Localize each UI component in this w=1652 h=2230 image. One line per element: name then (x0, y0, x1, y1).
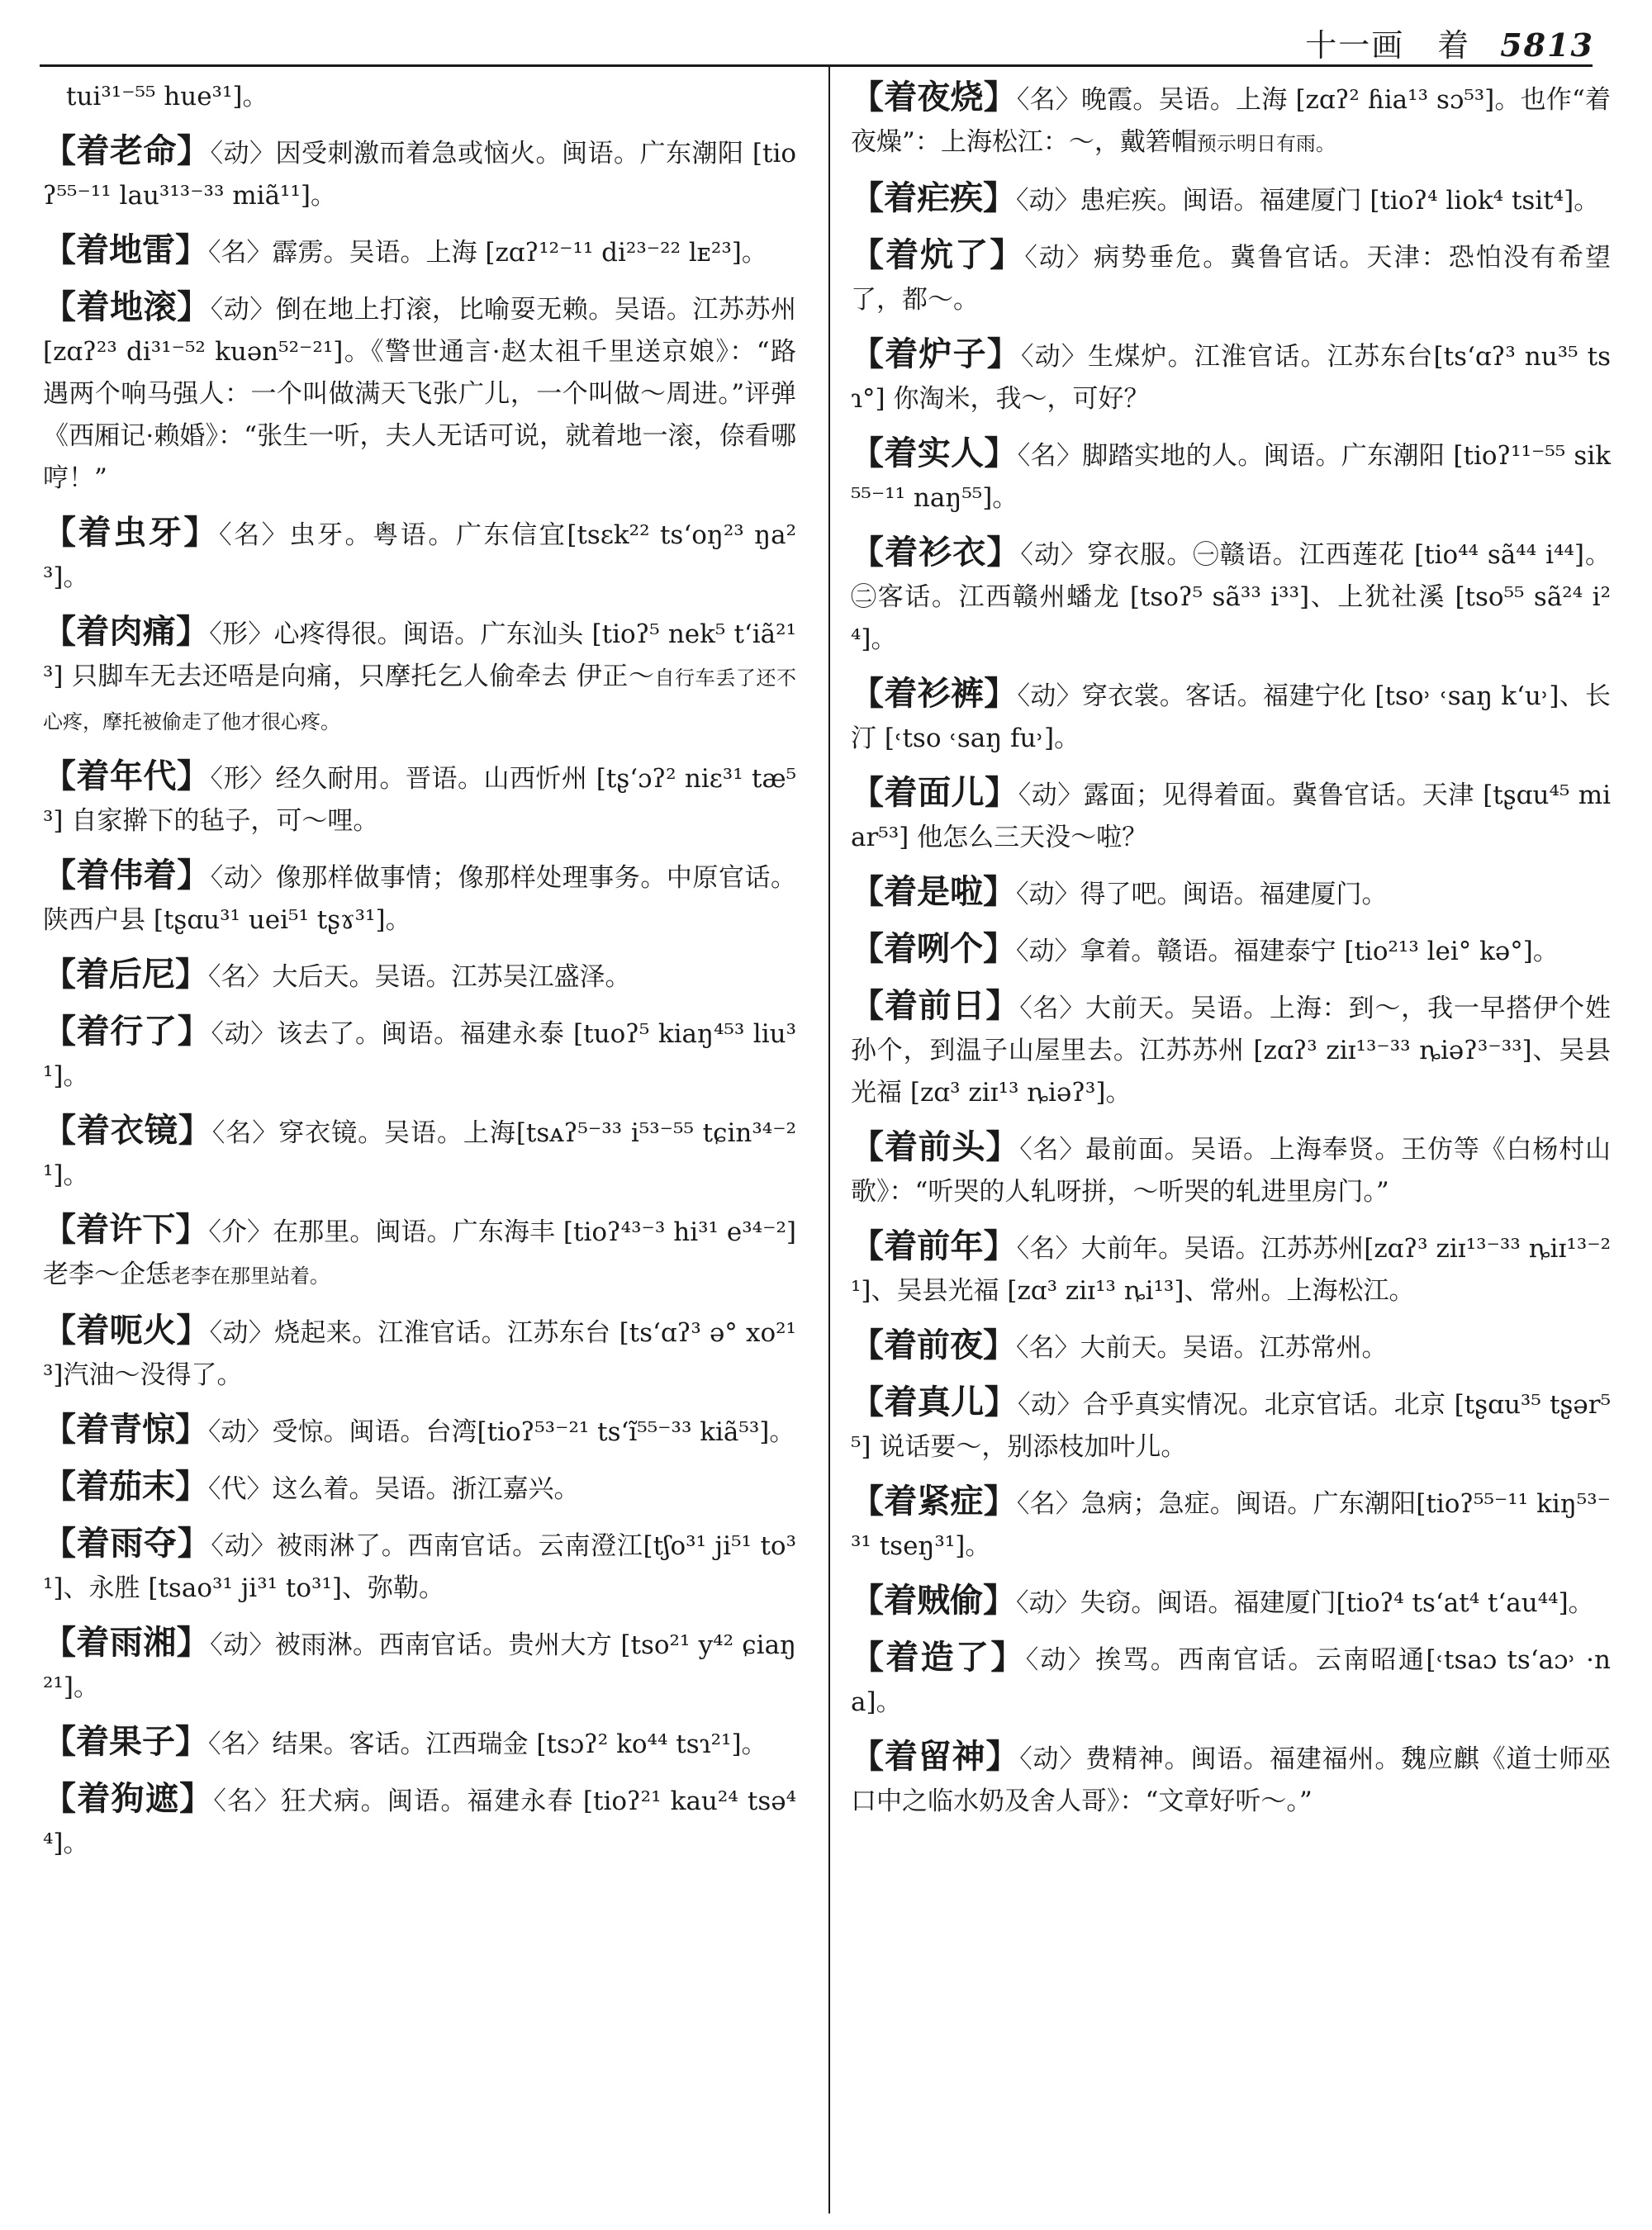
entry-definition: 〈动〉生煤炉。江淮官话。江苏东台[ts‘ɑʔ³ nu³⁵ tsɿ°] 你淘米，我～，可好？ (851, 342, 1612, 414)
entry-definition: 〈名〉大前天。吴语。江苏常州。 (1016, 1333, 1388, 1363)
entry-headword: 【着呃火】 (43, 1311, 210, 1350)
entry-definition: 〈动〉穿衣裳。客话。福建宁化 [tso˒ ˓saŋ k‘u˒]、长汀 [˓tso ˓saŋ fu˒]。 (851, 681, 1612, 753)
entry-gloss-note: 老李在那里站着。 (171, 1264, 330, 1288)
entry-headword: 【着地雷】 (43, 230, 208, 269)
entry-definition: 〈动〉失窃。闽语。福建厦门[tioʔ⁴ ts‘at⁴ t‘au⁴⁴]。 (1016, 1588, 1594, 1618)
dictionary-entry (43, 1208, 796, 1298)
dictionary-entry (43, 610, 796, 743)
dictionary-entry (43, 755, 796, 842)
entry-definition: 〈名〉大后天。吴语。江苏吴江盛泽。 (208, 962, 631, 992)
header-rule (40, 64, 1593, 67)
dictionary-entry (43, 130, 796, 217)
dictionary-entry (851, 333, 1611, 420)
dictionary-entry (851, 1324, 1611, 1369)
entry-headword: 【着夜烧】 (851, 78, 1017, 116)
dictionary-entry (43, 286, 796, 500)
page-number: 5813 (1500, 26, 1594, 64)
dictionary-entry (851, 871, 1611, 916)
entry-headword: 【着老命】 (43, 131, 211, 170)
dictionary-entry (851, 177, 1611, 222)
entry-definition: 〈动〉烧起来。江淮官话。江苏东台 [ts‘ɑʔ³ ə° xo²¹³]汽油～没得了。 (43, 1318, 796, 1390)
entry-definition: 〈名〉急病；急症。闽语。广东潮阳[tioʔ⁵⁵⁻¹¹ kiŋ⁵³⁻³¹ tseŋ³¹]。 (851, 1489, 1612, 1561)
entry-headword: 【着狗遮】 (43, 1779, 214, 1818)
entry-headword: 【着面儿】 (851, 773, 1018, 812)
entry-headword: 【着虫牙】 (43, 513, 220, 552)
entry-headword: 【着炉子】 (851, 334, 1021, 373)
entry-definition: 〈动〉得了吧。闽语。福建厦门。 (1016, 880, 1388, 909)
entry-headword: 【着行了】 (43, 1012, 211, 1051)
dictionary-entry (851, 1735, 1611, 1823)
dictionary-entry (43, 1408, 796, 1454)
entry-definition: 〈动〉受惊。闽语。台湾[tioʔ⁵³⁻²¹ ts‘ĩ⁵⁵⁻³³ kiã⁵³]。 (208, 1417, 795, 1447)
entry-definition: 〈名〉脚踏实地的人。闽语。广东潮阳 [tioʔ¹¹⁻⁵⁵ sik⁵⁵⁻¹¹ naŋ⁵⁵]。 (851, 441, 1612, 513)
entry-definition: tui³¹⁻⁵⁵ hue³¹]。 (66, 82, 268, 112)
entry-definition: 〈名〉狂犬病。闽语。福建永春 [tioʔ²¹ kau²⁴ tsə⁴⁴]。 (43, 1786, 797, 1858)
dictionary-entry (851, 1381, 1611, 1468)
entry-headword: 【着肉痛】 (43, 612, 210, 651)
entry-definition: 〈介〉在那里。闽语。广东海丰 [tioʔ⁴³⁻³ hi³¹ e³⁴⁻²]老李～企恁 (43, 1217, 796, 1289)
entry-headword: 【着贼偷】 (851, 1581, 1016, 1620)
entry-headword: 【着衫裤】 (851, 674, 1018, 713)
entry-definition: 〈动〉像那样做事情；像那样处理事务。中原官话。陕西户县 [tʂɑu³¹ uei⁵¹ tʂɤ³¹]。 (43, 863, 797, 935)
entry-headword: 【着真儿】 (851, 1383, 1018, 1421)
entry-definition: 〈动〉被雨淋了。西南官话。云南澄江[tʃo³¹ ji⁵¹ to³¹]、永胜 [tsao³¹ ji³¹ to³¹]、弥勒。 (43, 1531, 797, 1603)
entry-definition: 〈动〉病势垂危。冀鲁官话。天津：恐怕没有希望了，都～。 (851, 243, 1612, 315)
dictionary-entry (851, 985, 1611, 1114)
dictionary-entry (43, 953, 796, 999)
entry-headword: 【着后尼】 (43, 955, 208, 994)
entry-headword: 【着茄末】 (43, 1467, 208, 1506)
section-title: 十一画 着 (1305, 27, 1471, 64)
dictionary-entry (851, 771, 1611, 859)
column-divider (828, 66, 830, 2213)
entry-headword: 【着衣镜】 (43, 1111, 212, 1150)
entry-definition: 〈动〉露面；见得着面。冀鲁官话。天津 [tʂɑu⁴⁵ miar⁵³] 他怎么三天没～啦？ (851, 780, 1612, 852)
entry-definition: 〈动〉费精神。闽语。福建福州。魏应麒《道士师巫口中之临水奶及舍人哥》：“文章好听～。” (851, 1744, 1612, 1816)
entry-definition: 〈名〉结果。客话。江西瑞金 [tsɔʔ² ko⁴⁴ tsɿ²¹]。 (208, 1729, 767, 1759)
right-column (851, 76, 1611, 1834)
dictionary-entry (851, 1126, 1611, 1213)
entry-headword: 【着实人】 (851, 434, 1018, 472)
entry-headword: 【着咧个】 (851, 929, 1016, 968)
dictionary-entry (851, 1225, 1611, 1312)
entry-headword: 【着许下】 (43, 1210, 209, 1249)
dictionary-entry (43, 1109, 796, 1197)
entry-headword: 【着前日】 (851, 986, 1020, 1025)
entry-definition: 〈形〉经久耐用。晋语。山西忻州 [tʂ‘ɔʔ² niɛ³¹ tæ⁵³] 自家擀下的毡子，可～哩。 (43, 764, 797, 836)
entry-headword: 【着疟疾】 (851, 178, 1016, 217)
dictionary-entry (43, 1720, 796, 1766)
dictionary-entry (851, 928, 1611, 973)
entry-definition: 〈动〉该去了。闽语。福建永泰 [tuoʔ⁵ kiaŋ⁴⁵³ liu³¹]。 (43, 1019, 797, 1091)
entry-definition: 〈动〉因受刺激而着急或恼火。闽语。广东潮阳 [tioʔ⁵⁵⁻¹¹ lau³¹³⁻³³ miã¹¹]。 (43, 139, 797, 211)
entry-headword: 【着雨夺】 (43, 1524, 211, 1563)
entry-definition: 〈动〉穿衣服。㊀赣语。江西莲花 [tio⁴⁴ sã⁴⁴ i⁴⁴]。㊁客话。江西赣州蟠龙 [tsoʔ⁵ sã³³ i³³]、上犹社溪 [tso⁵⁵ sã²⁴ i²⁴]。 (851, 540, 1612, 654)
entry-definition: 〈动〉被雨淋。西南官话。贵州大方 [tso²¹ y⁴² ɕiaŋ²¹]。 (43, 1630, 797, 1702)
dictionary-entry (851, 531, 1611, 661)
entry-definition: 〈名〉晚霞。吴语。上海 [zɑʔ² ɦia¹³ sɔ⁵³]。也作“着夜燥”：上海松江：～，戴箬帽 (851, 85, 1612, 157)
dictionary-entry (43, 1309, 796, 1397)
dictionary-entry (43, 229, 796, 274)
entry-definition: 〈名〉虫牙。粤语。广东信宜[tsɛk²² ts‘oŋ²³ ŋa²³]。 (43, 520, 797, 592)
dictionary-entry (43, 854, 796, 942)
dictionary-entry (43, 511, 796, 599)
entry-headword: 【着地滚】 (43, 287, 211, 326)
entry-definition: 〈动〉倒在地上打滚，比喻耍无赖。吴语。江苏苏州 [zɑʔ²³ di³¹⁻⁵² kuən⁵²⁻²¹]。《警世通言·赵太祖千里送京娘》：“路遇两个响马强人：一个叫做满天飞张广儿，一个叫做～周进。”评弹《西厢记·赖婚》：“张生一听，夫人无话可说，就着地一滚，倷看哪哼！” (43, 295, 797, 493)
entry-headword: 【着紧症】 (851, 1482, 1017, 1521)
entry-headword: 【着前头】 (851, 1127, 1020, 1166)
entry-headword: 【着炕了】 (851, 235, 1025, 274)
entry-definition: 〈动〉挨骂。西南官话。云南昭通[˓tsaɔ ts‘aɔ˒ ·na]。 (851, 1645, 1611, 1717)
dictionary-entry (43, 1465, 796, 1511)
entry-headword: 【着前夜】 (851, 1326, 1016, 1364)
entry-headword: 【着留神】 (851, 1737, 1020, 1776)
dictionary-entry (851, 76, 1611, 165)
entry-headword: 【着雨湘】 (43, 1623, 211, 1662)
entry-definition: 〈形〉心疼得很。闽语。广东汕头 [tioʔ⁵ nek⁵ t‘iã²¹³] 只脚车无去还唔是向痛，只摩托乞人偷牵去 伊正～ (43, 619, 797, 691)
entry-definition: 〈动〉拿着。赣语。福建泰宁 [tio²¹³ lei° kə°]。 (1016, 937, 1559, 966)
entry-definition: 〈名〉大前年。吴语。江苏苏州[zɑʔ³ ziɪ¹³⁻³³ ȵiɪ¹³⁻²¹]、吴县光福 [zɑ³ ziɪ¹³ ȵi¹³]、常州。上海松江。 (851, 1234, 1612, 1306)
entry-headword: 【着果子】 (43, 1722, 208, 1761)
dictionary-entry (43, 1010, 796, 1098)
entry-headword: 【着年代】 (43, 757, 211, 795)
dictionary-entry (851, 672, 1611, 760)
dictionary-entry (43, 1522, 796, 1610)
dictionary-entry (851, 432, 1611, 520)
dictionary-entry (851, 1636, 1611, 1724)
page-header (1305, 20, 1594, 65)
dictionary-entry (43, 76, 796, 118)
entry-headword: 【着是啦】 (851, 872, 1016, 911)
entry-definition: 〈代〉这么着。吴语。浙江嘉兴。 (208, 1474, 580, 1504)
entry-headword: 【着衫衣】 (851, 533, 1021, 572)
dictionary-entry (851, 1579, 1611, 1625)
entry-definition: 〈动〉患疟疾。闽语。福建厦门 [tioʔ⁴ liok⁴ tsit⁴]。 (1016, 186, 1600, 216)
dictionary-entry (851, 1480, 1611, 1568)
entry-definition: 〈动〉合乎真实情况。北京官话。北京 [tʂɑu³⁵ tʂər⁵⁵] 说话要～，别添枝加叶儿。 (851, 1390, 1612, 1462)
entry-definition: 〈名〉最前面。吴语。上海奉贤。王仿等《白杨村山歌》：“听哭的人轧呀拼，～听哭的轧进里房门。” (851, 1135, 1612, 1207)
dictionary-entry (43, 1621, 796, 1709)
left-column (43, 76, 796, 1877)
entry-headword: 【着青惊】 (43, 1410, 208, 1449)
entry-definition: 〈名〉霹雳。吴语。上海 [zɑʔ¹²⁻¹¹ di²³⁻²² lᴇ²³]。 (208, 238, 767, 268)
entry-headword: 【着伟着】 (43, 856, 211, 894)
entry-gloss-note: 自行车丢了还不心疼，摩托被偷走了他才很心疼。 (43, 667, 797, 733)
entry-headword: 【着造了】 (851, 1638, 1026, 1677)
entry-gloss-note: 预示明日有雨。 (1196, 132, 1336, 155)
entry-definition: 〈名〉大前天。吴语。上海：到～，我一早搭伊个姓孙个，到温子山屋里去。江苏苏州 [zɑʔ³ ziɪ¹³⁻³³ ȵiəʔ³⁻³³]、吴县光福 [zɑ³ ziɪ¹³ ȵiəʔ³]。 (851, 994, 1612, 1108)
dictionary-entry (851, 234, 1611, 321)
dictionary-entry (43, 1777, 796, 1865)
entry-definition: 〈名〉穿衣镜。吴语。上海[tsᴀʔ⁵⁻³³ i⁵³⁻⁵⁵ tɕin³⁴⁻²¹]。 (43, 1118, 797, 1190)
entry-headword: 【着前年】 (851, 1226, 1017, 1265)
